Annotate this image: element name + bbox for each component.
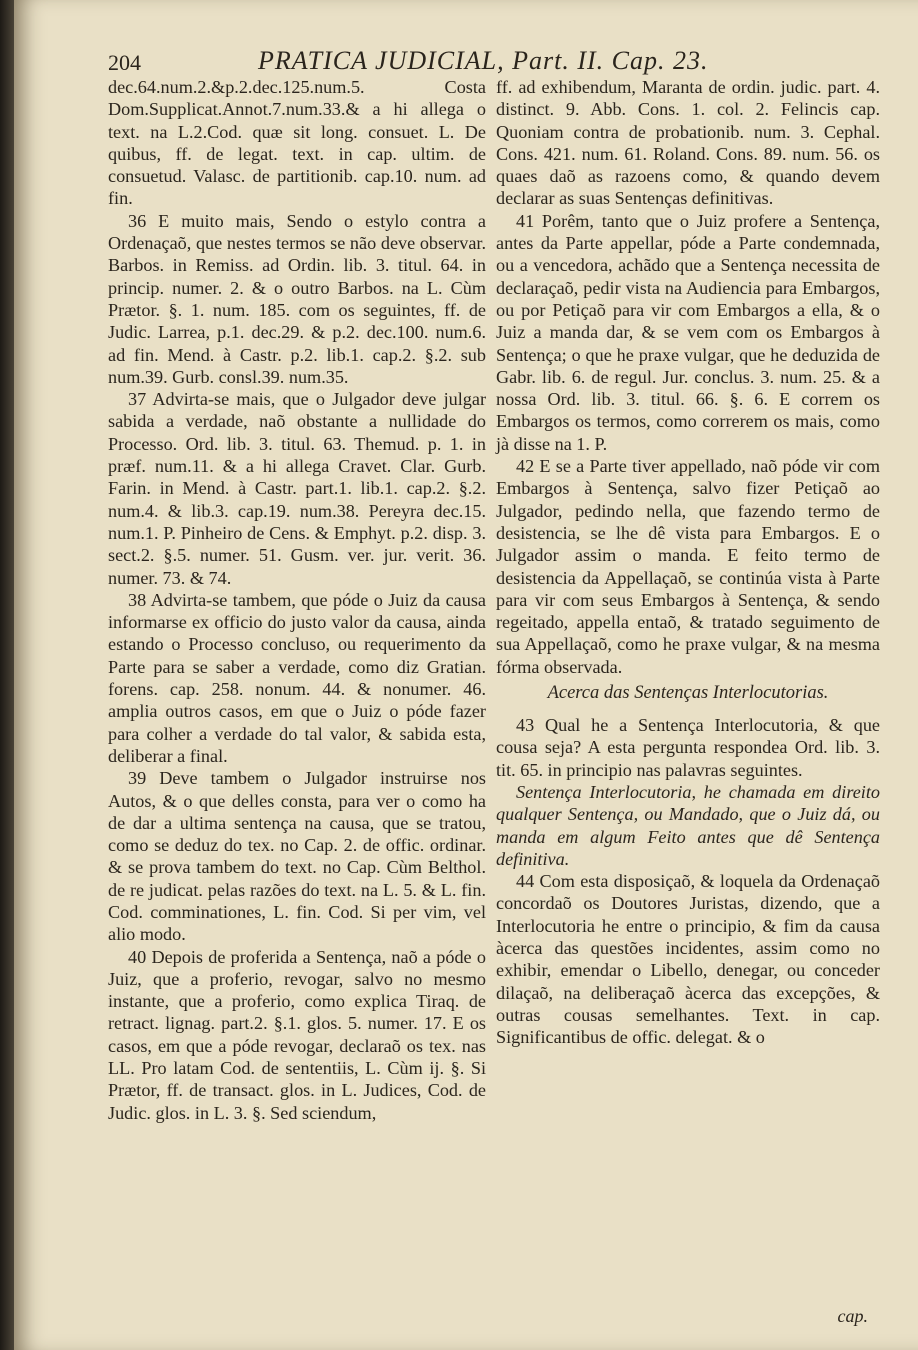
quoted-ordinance: Sentença Interlocutoria, he chamada em direito qualquer Sentença, ou Mandado, que o Juiz dá, ou manda em algum Feito antes que dê Sentença definitiva. [496, 781, 880, 869]
paragraph-continuation-right: ff. ad exhibendum, Maranta de ordin. judic. part. 4. distinct. 9. Abb. Cons. 1. col. 2. Felincis cap. Quoniam contra de probationib. num. 3. Cephal. Cons. 421. num. 61. Roland. Cons. 89. num. 56. os quaes daõ as razoens como, & quando devem declarar as suas Sentenças definitivas. [496, 77, 880, 209]
paragraph-43: 43 Qual he a Sentença Interlocutoria, & que cousa seja? A esta pergunta respondea Ord. lib. 3. tit. 65. in principio nas palavras seguintes. [496, 715, 880, 780]
page-header [108, 44, 878, 78]
page-number: 204 [108, 50, 141, 75]
left-column [108, 76, 486, 1124]
paragraph-41: 41 Porêm, tanto que o Juiz profere a Sentença, antes da Parte appellar, póde a Parte condemnada, ou a vencedora, achãdo que a Sentença necessita de declaraçaõ, pedir vista na Audiencia para Embargos, ou por Petiçaõ para vir com Embargos a ella, & o Juiz a manda dar, & se vem com os Embargos à Sentença; o que he praxe vulgar, que he deduzida de Gabr. lib. 6. de regul. Jur. conclus. 3. num. 25. & a nossa Ord. lib. 3. titul. 66. §. 6. E correm os Embargos os termos, como correrem os mais, como jà disse na 1. P. [496, 210, 880, 454]
paragraph-39: 39 Deve tambem o Julgador instruirse nos Autos, & o que delles consta, para ver o como ha de dar a ultima sentença na causa, que se tratou, como se deduz do tex. no Cap. 2. de offic. ordinar. & se prova tambem do text. no Cap. Cùm Belthol. de re judicat. pelas razões do text. na L. 5. & L. fin. Cod. comminationes, L. fin. Cod. Si per vim, vel alio modo. [108, 768, 486, 945]
paragraph-37: 37 Advirta-se mais, que o Julgador deve julgar sabida a verdade, naõ obstante a nullidade do Processo. Ord. lib. 3. titul. 63. Themud. p. 1. in præf. num.11. & a hi allega Cravet. Clar. Gurb. Farin. in Mend. à Castr. part.1. lib.1. cap.2. §.2. num.4. & lib.3. cap.19. num.38. Pereyra dec.15. num.1. P. Pinheiro de Cens. & Emphyt. p.2. disp. 3. sect.2. §.5. numer. 51. Gusm. ver. jur. verit. 36. numer. 73. & 74. [108, 389, 486, 588]
book-spine [0, 0, 14, 1350]
paragraph-continuation: dec.64.num.2.&p.2.dec.125.num.5. Costa Dom.Supplicat.Annot.7.num.33.& a hi allega o text. na L.2.Cod. quæ sit long. consuet. L. De quibus, ff. de legat. text. in cap. ultim. de consuetud. Valasc. de partitionib. cap.10. num. ad fin. [108, 77, 486, 209]
book-page [14, 0, 918, 1350]
section-heading: Acerca das Sentenças Interlocutorias. [547, 683, 829, 704]
paragraph-42: 42 E se a Parte tiver appellado, naõ póde vir com Embargos à Sentença, salvo fizer Petiçaõ ao Julgador, pedindo nella, que fazendo termo de desistencia, se lhe dê vista para Embargos. E o Julgador assim o manda. E feito termo de desistencia da Appellaçaõ, se continúa vista à Parte para vir com seus Embargos à Sentença, & sendo regeitado, appella entaõ, & tratado seguimento de sua Appellaçaõ, como he praxe vulgar, & na mesma fórma observada. [496, 456, 880, 677]
paragraph-36: 36 E muito mais, Sendo o estylo contra a Ordenaçaõ, que nestes termos se não deve observar. Barbos. in Remiss. ad Ordin. lib. 3. titul. 64. in princip. numer. 2. & o outro Barbos. na L. Cùm Prætor. §. 1. num. 185. com os seguintes, ff. de Judic. Larrea, p.1. dec.29. & p.2. dec.100. num.6. ad fin. Mend. à Castr. p.2. lib.1. cap.2. §.2. sub num.39. Gurb. consl.39. num.35. [108, 210, 486, 387]
paragraph-40: 40 Depois de proferida a Sentença, naõ a póde o Juiz, que a proferio, revogar, salvo no mesmo instante, que a proferio, como explica Tiraq. de retract. lignag. part.2. §.1. glos. 5. numer. 17. E os casos, em que a póde revogar, declaraõ os tex. nas LL. Pro latam Cod. de sententiis, L. Cùm ij. §. Si Prætor, ff. de transact. glos. in L. Judices, Cod. de Judic. glos. in L. 3. §. Sed sciendum, [108, 946, 486, 1123]
paragraph-38: 38 Advirta-se tambem, que póde o Juiz da causa informarse ex officio do justo valor da causa, ainda estando o Processo concluso, ou requerimento da Parte para se saber a verdade, como diz Gratian. forens. cap. 258. nonum. 44. & nonumer. 46. amplia outros casos, em que o Juiz o póde fazer para colher a verdade do tal valor, & sabida esta, deliberar a final. [108, 589, 486, 766]
running-title: PRATICA JUDICIAL, Part. II. Cap. 23. [258, 46, 709, 75]
paragraph-44: 44 Com esta disposiçaõ, & loquela da Ordenaçaõ concordaõ os Doutores Juristas, dizendo, que a Interlocutoria he entre o principio, & fim da causa àcerca das questões incidentes, assim como no exhibir, emendar o Libello, denegar, ou conceder dilaçaõ, na deliberaçaõ àcerca das excepções, & outras cousas semelhantes. Text. in cap. Significantibus de offic. delegat. & o [496, 871, 880, 1048]
right-column [496, 76, 880, 1048]
catchword: cap. [837, 1306, 868, 1326]
